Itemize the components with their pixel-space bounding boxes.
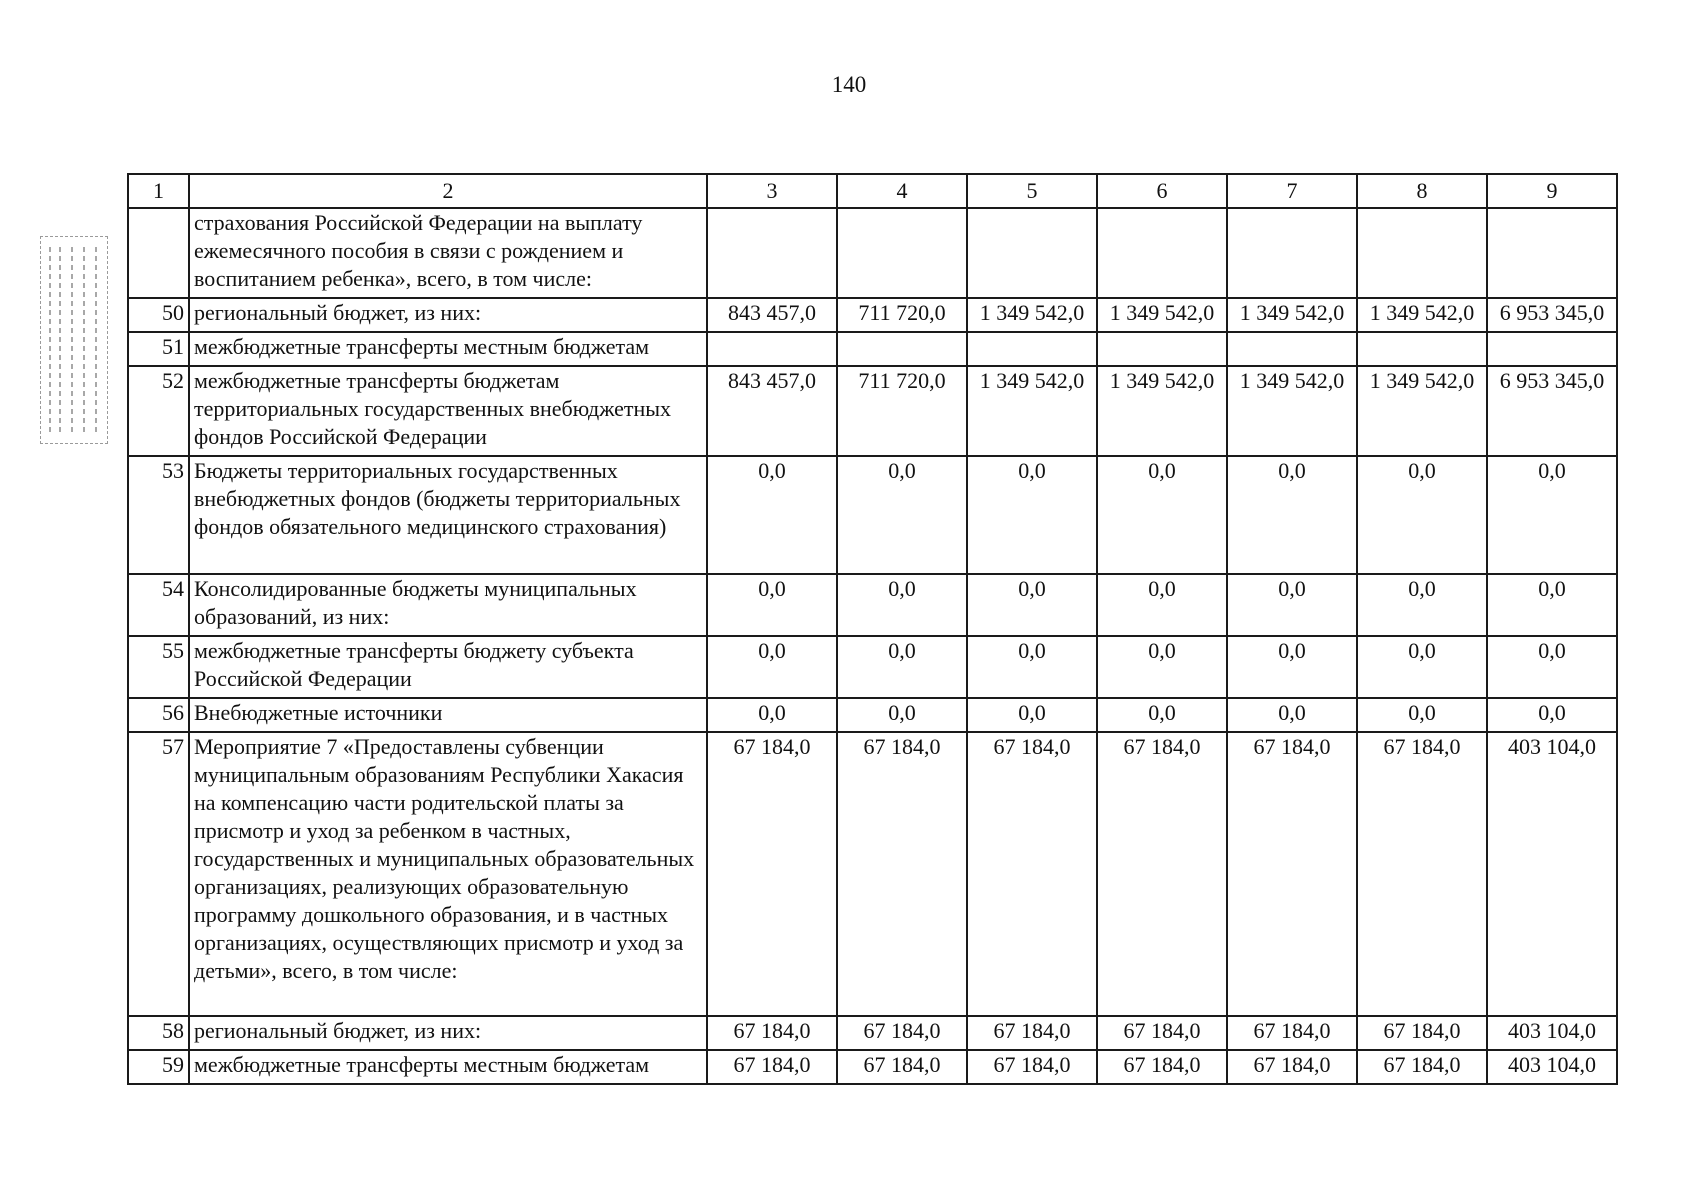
row-value-col-5: 0,0 — [967, 636, 1097, 698]
row-number: 56 — [128, 698, 189, 732]
row-value-col-9: 403 104,0 — [1487, 1016, 1617, 1050]
row-number: 53 — [128, 456, 189, 574]
column-header: 7 — [1227, 174, 1357, 208]
row-value-col-4: 711 720,0 — [837, 298, 967, 332]
row-value-col-3 — [707, 208, 837, 298]
row-description: Внебюджетные источники — [189, 698, 707, 732]
column-header: 8 — [1357, 174, 1487, 208]
row-description: межбюджетные трансферты бюджету субъекта Российской Федерации — [189, 636, 707, 698]
row-value-col-5: 1 349 542,0 — [967, 298, 1097, 332]
row-value-col-4: 67 184,0 — [837, 1050, 967, 1084]
row-value-col-7: 0,0 — [1227, 636, 1357, 698]
row-value-col-7 — [1227, 208, 1357, 298]
row-value-col-9: 6 953 345,0 — [1487, 366, 1617, 456]
row-description: межбюджетные трансферты местным бюджетам — [189, 1050, 707, 1084]
row-value-col-3: 0,0 — [707, 574, 837, 636]
row-value-col-4: 67 184,0 — [837, 1016, 967, 1050]
table-row — [128, 298, 1617, 332]
row-value-col-4: 711 720,0 — [837, 366, 967, 456]
row-value-col-5: 67 184,0 — [967, 1016, 1097, 1050]
row-value-col-7: 1 349 542,0 — [1227, 298, 1357, 332]
row-value-col-6: 0,0 — [1097, 574, 1227, 636]
row-description: межбюджетные трансферты бюджетам территориальных государственных внебюджетных фондов Российской Федерации — [189, 366, 707, 456]
row-value-col-4: 0,0 — [837, 456, 967, 574]
row-value-col-9: 0,0 — [1487, 698, 1617, 732]
row-value-col-3: 843 457,0 — [707, 366, 837, 456]
row-value-col-8: 1 349 542,0 — [1357, 366, 1487, 456]
row-value-col-4: 0,0 — [837, 574, 967, 636]
table-row — [128, 698, 1617, 732]
column-header: 5 — [967, 174, 1097, 208]
table-row — [128, 1050, 1617, 1084]
row-value-col-5: 0,0 — [967, 456, 1097, 574]
row-value-col-6: 0,0 — [1097, 456, 1227, 574]
table-row — [128, 636, 1617, 698]
row-value-col-9: 403 104,0 — [1487, 732, 1617, 1016]
table-row — [128, 732, 1617, 1016]
table-row — [128, 366, 1617, 456]
row-value-col-5: 67 184,0 — [967, 732, 1097, 1016]
row-value-col-6: 0,0 — [1097, 636, 1227, 698]
row-description: Консолидированные бюджеты муниципальных образований, из них: — [189, 574, 707, 636]
column-header: 4 — [837, 174, 967, 208]
row-value-col-8: 0,0 — [1357, 574, 1487, 636]
column-header: 9 — [1487, 174, 1617, 208]
row-value-col-7: 0,0 — [1227, 698, 1357, 732]
row-value-col-8: 67 184,0 — [1357, 1016, 1487, 1050]
row-value-col-9: 6 953 345,0 — [1487, 298, 1617, 332]
row-value-col-4 — [837, 332, 967, 366]
row-value-col-7: 0,0 — [1227, 574, 1357, 636]
row-value-col-9: 0,0 — [1487, 636, 1617, 698]
row-value-col-7: 67 184,0 — [1227, 1016, 1357, 1050]
row-value-col-5 — [967, 332, 1097, 366]
row-value-col-7: 67 184,0 — [1227, 732, 1357, 1016]
row-value-col-7: 0,0 — [1227, 456, 1357, 574]
row-number: 52 — [128, 366, 189, 456]
row-number: 51 — [128, 332, 189, 366]
row-value-col-6: 67 184,0 — [1097, 1050, 1227, 1084]
table-row — [128, 456, 1617, 574]
row-description: региональный бюджет, из них: — [189, 1016, 707, 1050]
registration-stamp — [40, 236, 108, 444]
row-value-col-8: 0,0 — [1357, 456, 1487, 574]
row-number: 54 — [128, 574, 189, 636]
row-number: 55 — [128, 636, 189, 698]
row-description: межбюджетные трансферты местным бюджетам — [189, 332, 707, 366]
row-value-col-9: 403 104,0 — [1487, 1050, 1617, 1084]
row-number — [128, 208, 189, 298]
row-value-col-3: 67 184,0 — [707, 732, 837, 1016]
table-row — [128, 208, 1617, 298]
column-header: 3 — [707, 174, 837, 208]
page-number: 140 — [831, 72, 867, 97]
row-value-col-8: 67 184,0 — [1357, 1050, 1487, 1084]
column-header: 6 — [1097, 174, 1227, 208]
row-description: Бюджеты территориальных государственных внебюджетных фондов (бюджеты территориальных фондов обязательного медицинского страхования) — [189, 456, 707, 574]
row-value-col-8 — [1357, 332, 1487, 366]
row-value-col-8 — [1357, 208, 1487, 298]
row-value-col-3: 67 184,0 — [707, 1050, 837, 1084]
row-value-col-3: 67 184,0 — [707, 1016, 837, 1050]
row-value-col-4: 67 184,0 — [837, 732, 967, 1016]
row-value-col-8: 67 184,0 — [1357, 732, 1487, 1016]
row-value-col-8: 0,0 — [1357, 636, 1487, 698]
row-value-col-3 — [707, 332, 837, 366]
row-value-col-6: 67 184,0 — [1097, 732, 1227, 1016]
table-row — [128, 574, 1617, 636]
row-value-col-9: 0,0 — [1487, 456, 1617, 574]
row-value-col-6: 1 349 542,0 — [1097, 366, 1227, 456]
row-value-col-4: 0,0 — [837, 698, 967, 732]
row-value-col-7: 1 349 542,0 — [1227, 366, 1357, 456]
row-value-col-6 — [1097, 332, 1227, 366]
row-number: 58 — [128, 1016, 189, 1050]
row-value-col-5: 67 184,0 — [967, 1050, 1097, 1084]
row-value-col-5: 1 349 542,0 — [967, 366, 1097, 456]
row-value-col-7: 67 184,0 — [1227, 1050, 1357, 1084]
row-number: 59 — [128, 1050, 189, 1084]
row-value-col-4: 0,0 — [837, 636, 967, 698]
row-value-col-3: 0,0 — [707, 456, 837, 574]
row-description: страхования Российской Федерации на выплату ежемесячного пособия в связи с рождением и воспитанием ребенка», всего, в том числе: — [189, 208, 707, 298]
row-value-col-3: 843 457,0 — [707, 298, 837, 332]
row-value-col-7 — [1227, 332, 1357, 366]
row-value-col-3: 0,0 — [707, 636, 837, 698]
row-value-col-5: 0,0 — [967, 698, 1097, 732]
row-value-col-9 — [1487, 208, 1617, 298]
row-value-col-6: 0,0 — [1097, 698, 1227, 732]
row-value-col-5: 0,0 — [967, 574, 1097, 636]
row-value-col-4 — [837, 208, 967, 298]
row-value-col-6 — [1097, 208, 1227, 298]
budget-table — [127, 173, 1618, 1085]
row-value-col-8: 1 349 542,0 — [1357, 298, 1487, 332]
row-value-col-6: 67 184,0 — [1097, 1016, 1227, 1050]
row-value-col-8: 0,0 — [1357, 698, 1487, 732]
row-number: 57 — [128, 732, 189, 1016]
table-row — [128, 1016, 1617, 1050]
row-description: Мероприятие 7 «Предоставлены субвенции муниципальным образованиям Республики Хакасия на компенсацию части родительской платы за присмотр и уход за ребенком в частных, государственных и муниципальных образовательных организациях, реализующих образовательную программу дошкольного образования, и в частных организациях, осуществляющих присмотр и уход за детьми», всего, в том числе: — [189, 732, 707, 1016]
column-header: 1 — [128, 174, 189, 208]
table-row — [128, 332, 1617, 366]
row-value-col-6: 1 349 542,0 — [1097, 298, 1227, 332]
row-value-col-9 — [1487, 332, 1617, 366]
row-number: 50 — [128, 298, 189, 332]
row-value-col-3: 0,0 — [707, 698, 837, 732]
row-value-col-5 — [967, 208, 1097, 298]
column-header: 2 — [189, 174, 707, 208]
row-description: региональный бюджет, из них: — [189, 298, 707, 332]
column-number-header-row — [128, 174, 1617, 208]
row-value-col-9: 0,0 — [1487, 574, 1617, 636]
